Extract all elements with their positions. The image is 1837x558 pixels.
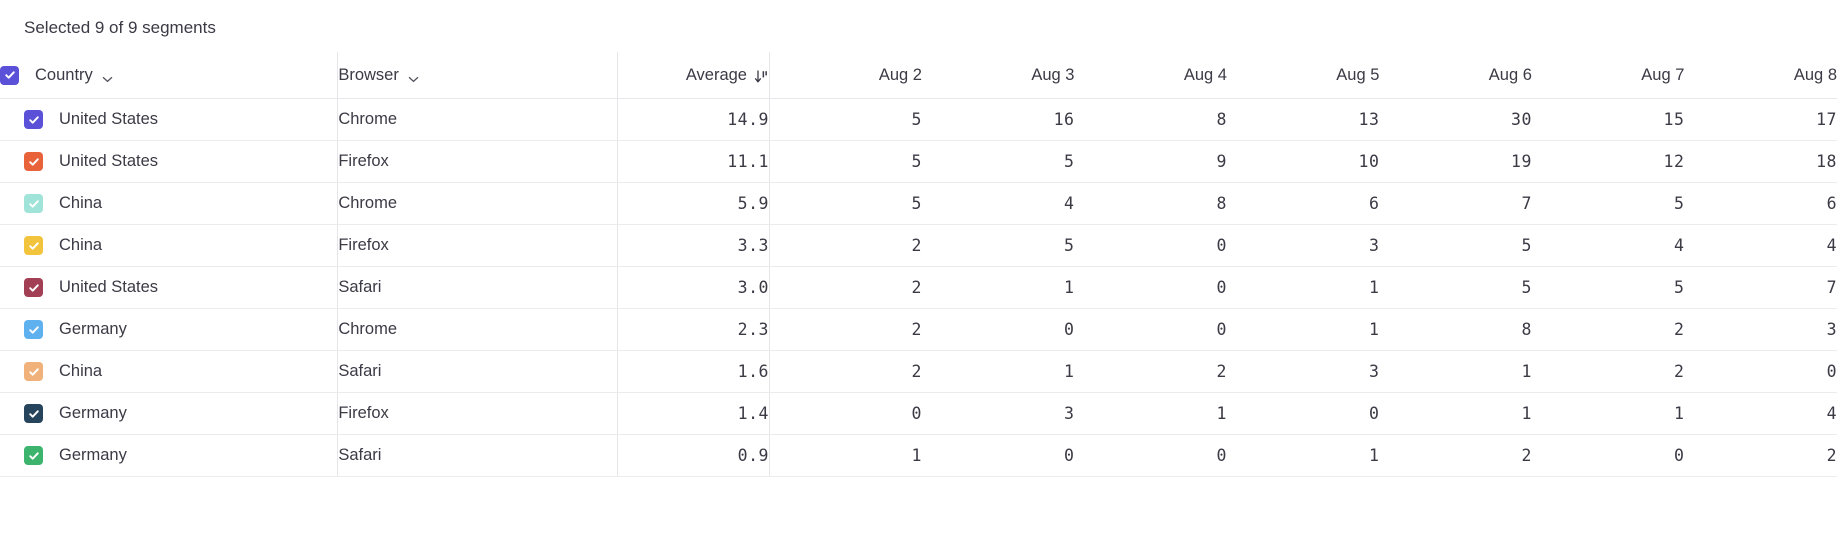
cell-average: 1.4 [617,393,769,435]
cell-aug6: 8 [1379,309,1531,351]
cell-aug8: 2 [1684,435,1837,477]
cell-aug7: 5 [1532,267,1684,309]
cell-aug7: 2 [1532,309,1684,351]
cell-aug7: 2 [1532,351,1684,393]
cell-average: 0.9 [617,435,769,477]
cell-average: 2.3 [617,309,769,351]
cell-aug5: 3 [1227,225,1379,267]
select-all-checkbox[interactable] [0,66,19,85]
cell-aug3: 1 [922,351,1074,393]
column-header-aug3[interactable]: Aug 3 [922,52,1074,99]
table-row[interactable] [0,183,1837,225]
cell-aug5: 10 [1227,141,1379,183]
segment-checkbox[interactable] [24,278,43,297]
table-row[interactable] [0,393,1837,435]
cell-average: 1.6 [617,351,769,393]
column-header-browser[interactable] [338,52,617,99]
cell-average: 3.0 [617,267,769,309]
country-label: Germany [59,320,127,338]
cell-aug5: 0 [1227,393,1379,435]
column-header-aug4[interactable]: Aug 4 [1074,52,1226,99]
cell-aug8: 4 [1684,225,1837,267]
cell-browser: Chrome [338,309,617,351]
cell-aug8: 4 [1684,393,1837,435]
cell-aug4: 2 [1074,351,1226,393]
cell-browser: Safari [338,435,617,477]
chevron-down-icon[interactable] [102,71,113,82]
cell-aug3: 0 [922,309,1074,351]
cell-aug2: 2 [769,267,921,309]
cell-aug5: 13 [1227,99,1379,141]
cell-aug3: 3 [922,393,1074,435]
cell-aug2: 5 [769,141,921,183]
cell-aug8: 3 [1684,309,1837,351]
cell-aug4: 1 [1074,393,1226,435]
cell-aug2: 5 [769,183,921,225]
cell-aug5: 6 [1227,183,1379,225]
cell-aug8: 17 [1684,99,1837,141]
column-header-browser-label: Browser [338,65,399,84]
cell-aug2: 0 [769,393,921,435]
segments-table [0,52,1837,477]
cell-aug5: 1 [1227,309,1379,351]
cell-country [0,141,338,183]
cell-aug8: 7 [1684,267,1837,309]
cell-aug8: 6 [1684,183,1837,225]
cell-country [0,435,338,477]
cell-aug4: 0 [1074,267,1226,309]
country-label: United States [59,110,159,128]
cell-aug5: 1 [1227,267,1379,309]
cell-aug4: 0 [1074,435,1226,477]
cell-average: 5.9 [617,183,769,225]
cell-aug2: 2 [769,225,921,267]
cell-aug5: 1 [1227,435,1379,477]
chevron-down-icon[interactable] [408,71,419,82]
segment-checkbox[interactable] [24,362,43,381]
cell-country [0,99,338,141]
cell-country [0,267,338,309]
cell-average: 14.9 [617,99,769,141]
cell-aug7: 12 [1532,141,1684,183]
table-body [0,99,1837,477]
sort-descending-icon[interactable] [754,69,769,85]
country-label: United States [59,278,159,296]
cell-aug8: 18 [1684,141,1837,183]
table-row[interactable] [0,351,1837,393]
table-row[interactable] [0,435,1837,477]
segment-checkbox[interactable] [24,320,43,339]
cell-aug3: 5 [922,141,1074,183]
column-header-aug8[interactable]: Aug 8 [1684,52,1837,99]
cell-aug3: 4 [922,183,1074,225]
cell-aug6: 1 [1379,351,1531,393]
country-label: China [59,194,103,212]
column-header-average-label: Average [685,65,747,84]
cell-aug2: 1 [769,435,921,477]
cell-browser: Safari [338,267,617,309]
cell-aug6: 5 [1379,267,1531,309]
segment-checkbox[interactable] [24,236,43,255]
cell-browser: Firefox [338,225,617,267]
cell-aug2: 2 [769,351,921,393]
country-label: China [59,362,103,380]
column-header-aug5[interactable]: Aug 5 [1227,52,1379,99]
table-row[interactable] [0,267,1837,309]
cell-aug7: 1 [1532,393,1684,435]
table-header-row [0,52,1837,99]
cell-country [0,351,338,393]
cell-aug4: 0 [1074,225,1226,267]
cell-average: 11.1 [617,141,769,183]
cell-aug3: 16 [922,99,1074,141]
cell-aug6: 5 [1379,225,1531,267]
cell-country [0,183,338,225]
table-row[interactable] [0,225,1837,267]
country-label: China [59,236,103,254]
cell-aug3: 1 [922,267,1074,309]
cell-aug7: 5 [1532,183,1684,225]
cell-browser: Firefox [338,393,617,435]
cell-country [0,225,338,267]
cell-aug4: 8 [1074,183,1226,225]
cell-aug3: 5 [922,225,1074,267]
segment-checkbox[interactable] [24,194,43,213]
cell-aug6: 7 [1379,183,1531,225]
cell-country [0,309,338,351]
cell-aug6: 30 [1379,99,1531,141]
country-label: Germany [59,404,127,422]
cell-browser: Chrome [338,99,617,141]
segment-checkbox[interactable] [24,446,43,465]
table-row[interactable] [0,141,1837,183]
cell-browser: Chrome [338,183,617,225]
cell-aug3: 0 [922,435,1074,477]
cell-aug7: 4 [1532,225,1684,267]
cell-aug6: 2 [1379,435,1531,477]
table-row[interactable] [0,309,1837,351]
segment-checkbox[interactable] [24,404,43,423]
segment-checkbox[interactable] [24,152,43,171]
cell-aug2: 2 [769,309,921,351]
segment-checkbox[interactable] [24,110,43,129]
cell-browser: Safari [338,351,617,393]
cell-aug8: 0 [1684,351,1837,393]
country-label: United States [59,152,159,170]
cell-average: 3.3 [617,225,769,267]
cell-browser: Firefox [338,141,617,183]
column-header-country-label: Country [35,65,93,84]
cell-aug4: 9 [1074,141,1226,183]
selection-status: Selected 9 of 9 segments [24,18,216,37]
cell-aug4: 8 [1074,99,1226,141]
cell-aug5: 3 [1227,351,1379,393]
column-header-aug6[interactable]: Aug 6 [1379,52,1531,99]
column-header-country[interactable] [0,52,338,99]
table-row[interactable] [0,99,1837,141]
cell-aug4: 0 [1074,309,1226,351]
cell-aug6: 1 [1379,393,1531,435]
cell-aug6: 19 [1379,141,1531,183]
column-header-aug7[interactable]: Aug 7 [1532,52,1684,99]
country-label: Germany [59,446,127,464]
cell-country [0,393,338,435]
column-header-average[interactable] [617,52,769,99]
cell-aug7: 15 [1532,99,1684,141]
column-header-aug2[interactable]: Aug 2 [769,52,921,99]
cell-aug2: 5 [769,99,921,141]
cell-aug7: 0 [1532,435,1684,477]
